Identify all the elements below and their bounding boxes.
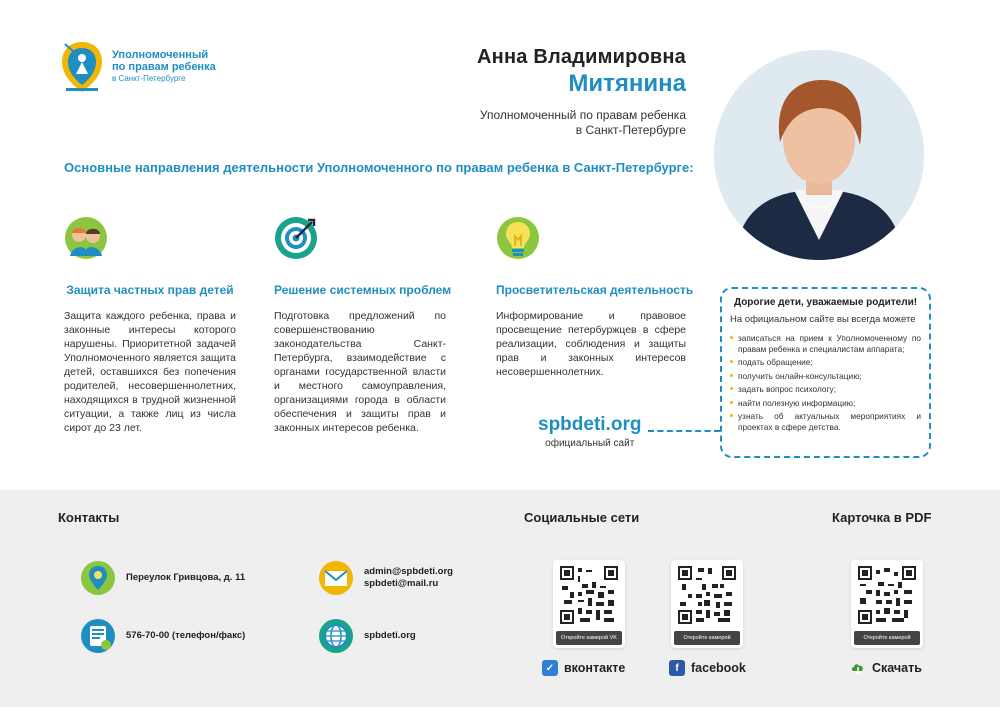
- phone-text: 576-70-00 (телефон/факс): [126, 630, 246, 641]
- direction-text: Информирование и правовое просвещение петербуржцев в сфере реализации, соблюдения и защиты прав и законных интересов несовершеннолетних.: [496, 310, 686, 378]
- logo-line2: по правам ребенка: [112, 61, 216, 73]
- person-role-line2: в Санкт-Петербурге: [575, 123, 686, 137]
- download-label: Скачать: [872, 661, 922, 675]
- contact-website: [318, 618, 416, 654]
- qr-facebook-caption: Откройте камерой: [674, 631, 740, 645]
- direction-title: Защита частных прав детей: [66, 283, 234, 297]
- logo-line1: Уполномоченный: [112, 49, 209, 61]
- list-item: найти полезную информацию;: [730, 398, 921, 409]
- logo[interactable]: [60, 40, 216, 94]
- list-item: получить онлайн-консультацию;: [730, 371, 921, 382]
- phone-icon: [80, 618, 116, 654]
- lightbulb-icon: [496, 216, 540, 260]
- official-site[interactable]: [538, 414, 641, 449]
- person-photo: [714, 50, 924, 260]
- direction-text: Защита каждого ребенка, права и законные интересы которого нарушены. Приоритетной задачей Уполномоченного является защита детей, оставшихся без попечения родителей, несовершеннолетних, находящихся в трудной жизненной ситуации, а также лиц из числа сирот до 23 лет.: [64, 310, 236, 434]
- qr-pdf[interactable]: [851, 560, 923, 648]
- list-item: задать вопрос психологу;: [730, 384, 921, 395]
- info-box-title: Дорогие дети, уважаемые родители!: [733, 297, 918, 308]
- logo-line3: в Санкт-Петербурге: [112, 74, 186, 83]
- contacts-heading: Контакты: [58, 510, 120, 525]
- qr-facebook[interactable]: [671, 560, 743, 648]
- person-role-line1: Уполномоченный по правам ребенка: [479, 108, 686, 122]
- qr-code-icon: [560, 566, 618, 624]
- website-link[interactable]: spbdeti.org: [364, 630, 416, 641]
- person-first-name: Анна Владимировна: [477, 46, 686, 68]
- site-caption: официальный сайт: [545, 438, 635, 449]
- list-item: записаться на прием к Уполномоченному по правам ребенка и специалистам аппарата;: [730, 333, 921, 354]
- direction-education: [496, 216, 694, 379]
- list-item: подать обращение;: [730, 357, 921, 368]
- vk-icon: ✓: [542, 660, 558, 676]
- vk-label: вконтакте: [564, 661, 626, 675]
- target-icon: [274, 216, 318, 260]
- info-box-list: [730, 333, 921, 432]
- mail-icon: [318, 560, 354, 596]
- list-item: узнать об актуальных мероприятиях и проектах в сфере детства.: [730, 411, 921, 432]
- site-url-link[interactable]: spbdeti.org: [538, 414, 642, 435]
- info-box-subtitle: На официальном сайте вы всегда можете: [730, 314, 916, 325]
- facebook-label: facebook: [691, 661, 746, 675]
- pdf-heading: Карточка в PDF: [832, 510, 932, 525]
- contact-phone: [80, 618, 245, 654]
- direction-title: Решение системных проблем: [274, 283, 452, 297]
- qr-vk-caption: Откройте камерой VK: [556, 631, 622, 645]
- qr-code-icon: [858, 566, 916, 624]
- location-pin-icon: [80, 560, 116, 596]
- person-role: [477, 108, 686, 138]
- person-last-name: Митянина: [568, 70, 686, 97]
- logo-text: [112, 49, 216, 85]
- person-portrait-icon: [714, 50, 924, 260]
- children-icon: [64, 216, 108, 260]
- person-name-block: [477, 46, 686, 138]
- dashed-connector: [648, 430, 720, 432]
- email-text: [364, 566, 453, 590]
- facebook-icon: f: [669, 660, 685, 676]
- vk-link[interactable]: [542, 660, 625, 676]
- qr-code-icon: [678, 566, 736, 624]
- direction-system: [274, 216, 452, 435]
- address-text: Переулок Гривцова, д. 11: [126, 572, 246, 583]
- social-heading: Социальные сети: [524, 510, 640, 525]
- globe-icon: [318, 618, 354, 654]
- contact-email: [318, 560, 453, 596]
- email1-link[interactable]: admin@spbdeti.org: [364, 566, 453, 577]
- direction-protection: [64, 216, 236, 435]
- direction-title: Просветительская деятельность: [496, 283, 694, 297]
- facebook-link[interactable]: [669, 660, 746, 676]
- direction-text: Подготовка предложений по совершенствованию законодательства Санкт-Петербурга, взаимодействие с органами государственной власти и местного самоуправления, организациями города в области обеспечения и защиты прав и законных интересов ребенка.: [274, 310, 446, 434]
- qr-vk[interactable]: [553, 560, 625, 648]
- download-cloud-icon: [850, 660, 866, 676]
- qr-pdf-caption: Откройте камерой: [854, 631, 920, 645]
- ombudsman-logo-icon: [60, 40, 104, 94]
- email2-link[interactable]: spbdeti@mail.ru: [364, 578, 439, 589]
- section-title: Основные направления деятельности Уполномоченного по правам ребенка в Санкт-Петербурге:: [64, 160, 694, 175]
- contact-address: [80, 560, 245, 596]
- download-link[interactable]: [850, 660, 922, 676]
- info-box: [720, 287, 931, 458]
